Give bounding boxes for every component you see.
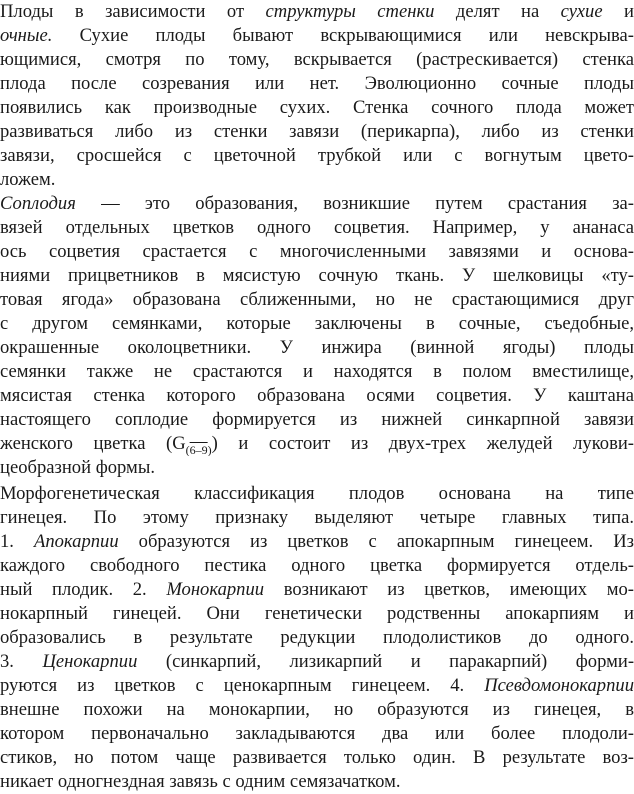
text-line: Плоды в зависимости от структуры стенки делят на сухие и <box>0 1 634 22</box>
text-line: стиков, но потом чаще развивается только один. В результате воз- <box>0 747 634 768</box>
text-line: гинецея. По этому признаку выделяют четыре главных типа. <box>0 507 634 528</box>
text-line: очные. Сухие плоды бывают вскрывающимися или невскрыва- <box>0 25 634 46</box>
text-line: с другом семянками, которые заключены в сочные, съедобные, <box>0 313 634 334</box>
text-line: цеобразной формы. <box>0 457 155 478</box>
text-line: ный плодик. 2. Монокарпии возникают из цветков, имеющих мо- <box>0 579 634 600</box>
text-line: каждого свободного пестика одного цветка формируется отдель- <box>0 555 634 576</box>
text-line: появились как производные сухих. Стенка сочного плода может <box>0 97 634 118</box>
text-line: развиваться либо из стенки завязи (перикарпа), либо из стенки <box>0 121 634 142</box>
text-line: завязи, сросшейся с цветочной трубкой или с вогнутым цвето- <box>0 145 634 166</box>
text-line: никает одногнездная завязь с одним семязачатком. <box>0 771 401 792</box>
text-line: товая ягода» образована сближенными, но не срастающимися друг <box>0 289 634 310</box>
formula-line: женского цветка $(G_{(6-9)})$ и состоит из двух-трех желудей лукови- <box>0 433 634 456</box>
text-line: ющимися, смотря по тому, вскрывается (растрескивается) стенка <box>0 49 634 70</box>
text-line: Соплодия — это образования, возникшие путем срастания за- <box>0 193 634 214</box>
text-line: семянки также не срастаются и находятся в полом вместилище, <box>0 361 634 382</box>
text-line: ось соцветия срастается с многочисленными завязями и основа- <box>0 241 634 262</box>
gynoecium-formula-subscript: (6–9) <box>185 442 212 456</box>
text-line: 1. Апокарпии образуются из цветков с апокарпным гинецеем. Из <box>0 531 634 552</box>
text-line: 3. Ценокарпии (синкарпий, лизикарпий и паракарпий) форми- <box>0 651 634 672</box>
text-line: ложем. <box>0 169 56 190</box>
text-line: нокарпный гинецей. Они генетически родственны апокарпиям и <box>0 603 634 624</box>
text-line: котором первоначально закладываются два или более плодоли- <box>0 723 634 744</box>
text-line: Морфогенетическая классификация плодов основана на типе <box>0 483 634 504</box>
text-line: образовались в результате редукции плодолистиков до одного. <box>0 627 634 648</box>
text-line: ниями прицветников в мясистую сочную ткань. У шелковицы «ту- <box>0 265 634 286</box>
text-line: настоящего соплодие формируется из нижней синкарпной завязи <box>0 409 634 430</box>
text-line: окрашенные околоцветники. У инжира (винной ягоды) плоды <box>0 337 634 358</box>
text-line: руются из цветков с ценокарпным гинецеем. 4. Псевдомонокарпии <box>0 675 634 696</box>
text-line: плода после созревания или нет. Эволюционно сочные плоды <box>0 73 634 94</box>
text-line: внешне похожи на монокарпии, но образуются из гинецея, в <box>0 699 634 720</box>
text-line: мясистая стенка которого образована осями соцветия. У каштана <box>0 385 634 406</box>
text-line: вязей отдельных цветков одного соцветия. Например, у ананаса <box>0 217 634 238</box>
